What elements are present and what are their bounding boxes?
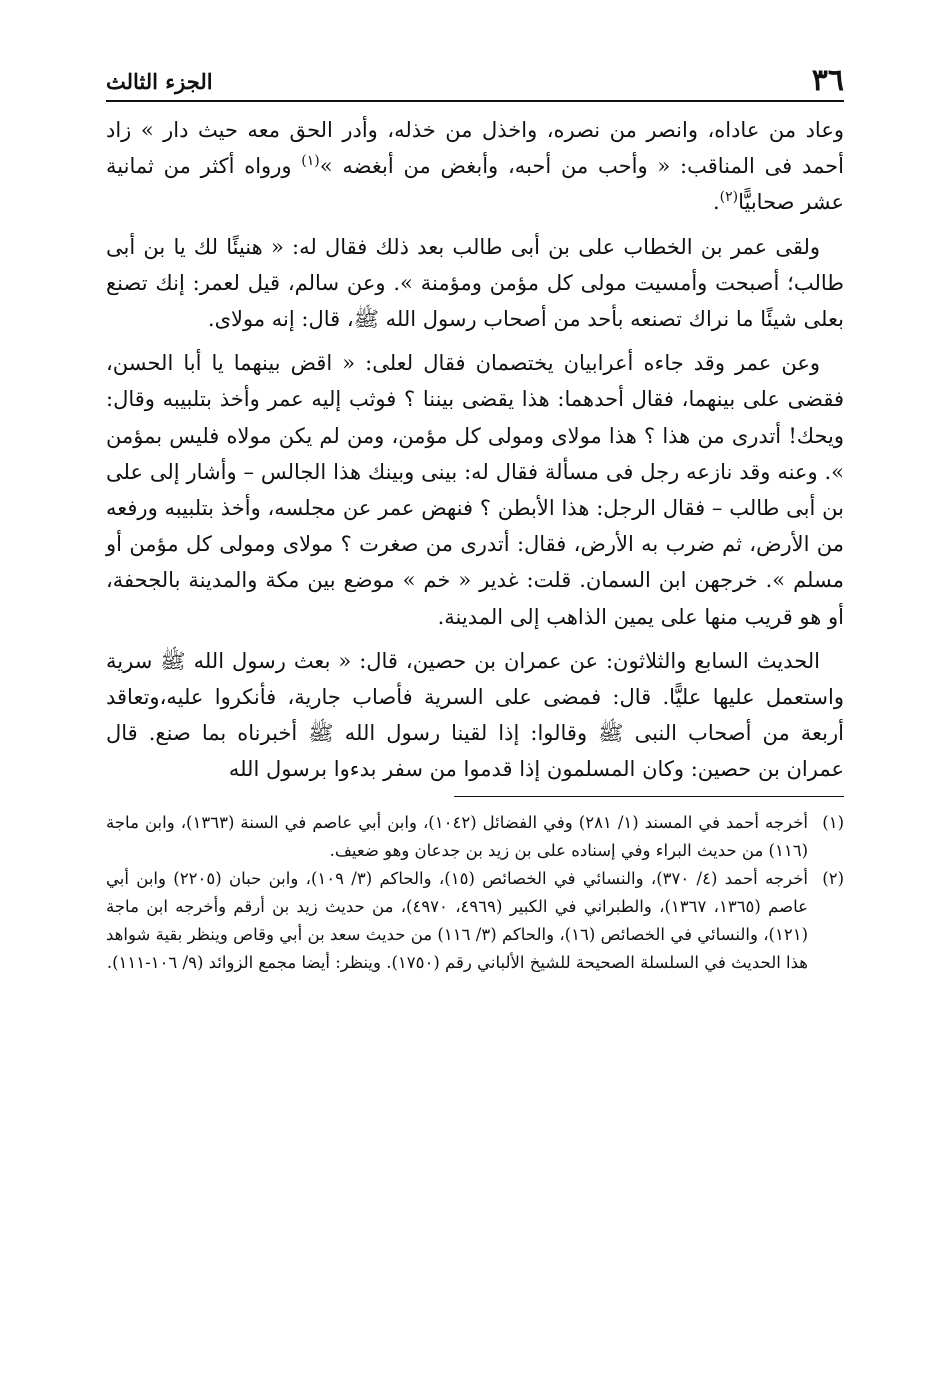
paragraph-1 [106, 112, 844, 221]
footnote-separator [454, 796, 844, 797]
paragraph-2: ولقى عمر بن الخطاب على بن أبى طالب بعد ذلك فقال له: « هنيئًا لك يا بن أبى طالب؛ أصبحت وأمسيت مولى كل مؤمن ومؤمنة ». وعن سالم، قيل لعمر: إنك تصنع بعلى شيئًا ما نراك تصنعه بأحد من أصحاب رسول الله ﷺ، قال: إنه مولاى. [106, 234, 844, 332]
footnote-text: أخرجه أحمد (٤/ ٣٧٠)، والنسائي في الخصائص (١٥)، والحاكم (٣/ ١٠٩)، وابن حبان (٢٢٠٥) وابن أبي عاصم (١٣٦٥، ١٣٦٧)، والطبراني في الكبير (٤٩٦٩، ٤٩٧٠)، من حديث زيد بن أرقم وأخرجه ابن ماجة (١٢١)، والنسائي في الخصائص (١٦)، والحاكم (٣/ ١١٦) من حديث سعد بن أبي وقاص وينظر بقية شواهد هذا الحديث في السلسلة الصحيحة للشيخ الألباني رقم (١٧٥٠). وينظر: أيضا مجمع الزوائد (٩/ ١٠٦-١١١). [106, 868, 809, 972]
footnote-text: أخرجه أحمد في المسند (١/ ٢٨١) وفي الفضائل (١٠٤٢)، وابن أبي عاصم في السنة (١٣٦٣)، وابن ماجة (١١٦) من حديث البراء وفي إسناده على بن زيد بن جدعان وهو ضعيف. [106, 812, 808, 860]
book-page [106, 63, 844, 977]
footnote-number: (١) [822, 812, 844, 832]
main-text [106, 112, 844, 788]
footnote-1 [106, 809, 844, 865]
footnotes [106, 809, 844, 977]
paragraph-tail: . [712, 190, 720, 215]
paragraph-3: وعن عمر وقد جاءه أعرابيان يختصمان فقال لعلى: « اقض بينهما يا أبا الحسن، فقضى على بينهما، فقال أحدهما: هذا يقضى بيننا ؟ فوثب إليه عمر وأخذ بتلبيبه وقال: ويحك! أتدرى من هذا ؟ هذا مولاى ومولى كل مؤمن، ومن لم يكن مولاه فليس بمؤمن ». وعنه وقد نازعه رجل فى مسألة فقال له: بينى وبينك هذا الجالس – وأشار إلى على بن أبى طالب – فقال الرجل: هذا الأبطن ؟ فنهض عمر عن مجلسه، وأخذ بتلبيبه ورفعه من الأرض، ثم ضرب به الأرض، فقال: أتدرى من صغرت ؟ مولاى ومولى كل مؤمن أو مسلم ». خرجهن ابن السمان. قلت: غدير « خم » موضع بين مكة والمدينة بالجحفة، أو هو قريب منها على يمين الذاهب إلى المدينة. [106, 351, 844, 629]
page-header [106, 63, 844, 102]
paragraph-text: وعاد من عاداه، وانصر من نصره، واخذل من خذله، وأدر الحق معه حيث دار » زاد أحمد فى المناقب: « وأحب من أحبه، وأبغض من أبغضه » [106, 118, 844, 179]
footnote-ref-1: (١) [301, 153, 320, 170]
footnote-number: (٢) [822, 868, 844, 888]
page-number: ٣٦ [811, 63, 844, 98]
running-title: الجزء الثالث [106, 69, 213, 94]
footnote-2 [106, 865, 844, 977]
footnote-ref-2: (٢) [719, 189, 739, 206]
paragraph-4: الحديث السابع والثلاثون: عن عمران بن حصين، قال: « بعث رسول الله ﷺ سرية واستعمل عليها عليًّا. قال: فمضى على السرية فأصاب جارية، فأنكروا عليه،وتعاقد أربعة من أصحاب النبى ﷺ وقالوا: إذا لقينا رسول الله ﷺ أخبرناه بما صنع. قال عمران بن حصين: وكان المسلمون إذا قدموا من سفر بدءوا برسول الله [106, 648, 844, 782]
paragraph-text-continued: ورواه أكثر من ثمانية عشر صحابيًّا [106, 154, 844, 215]
